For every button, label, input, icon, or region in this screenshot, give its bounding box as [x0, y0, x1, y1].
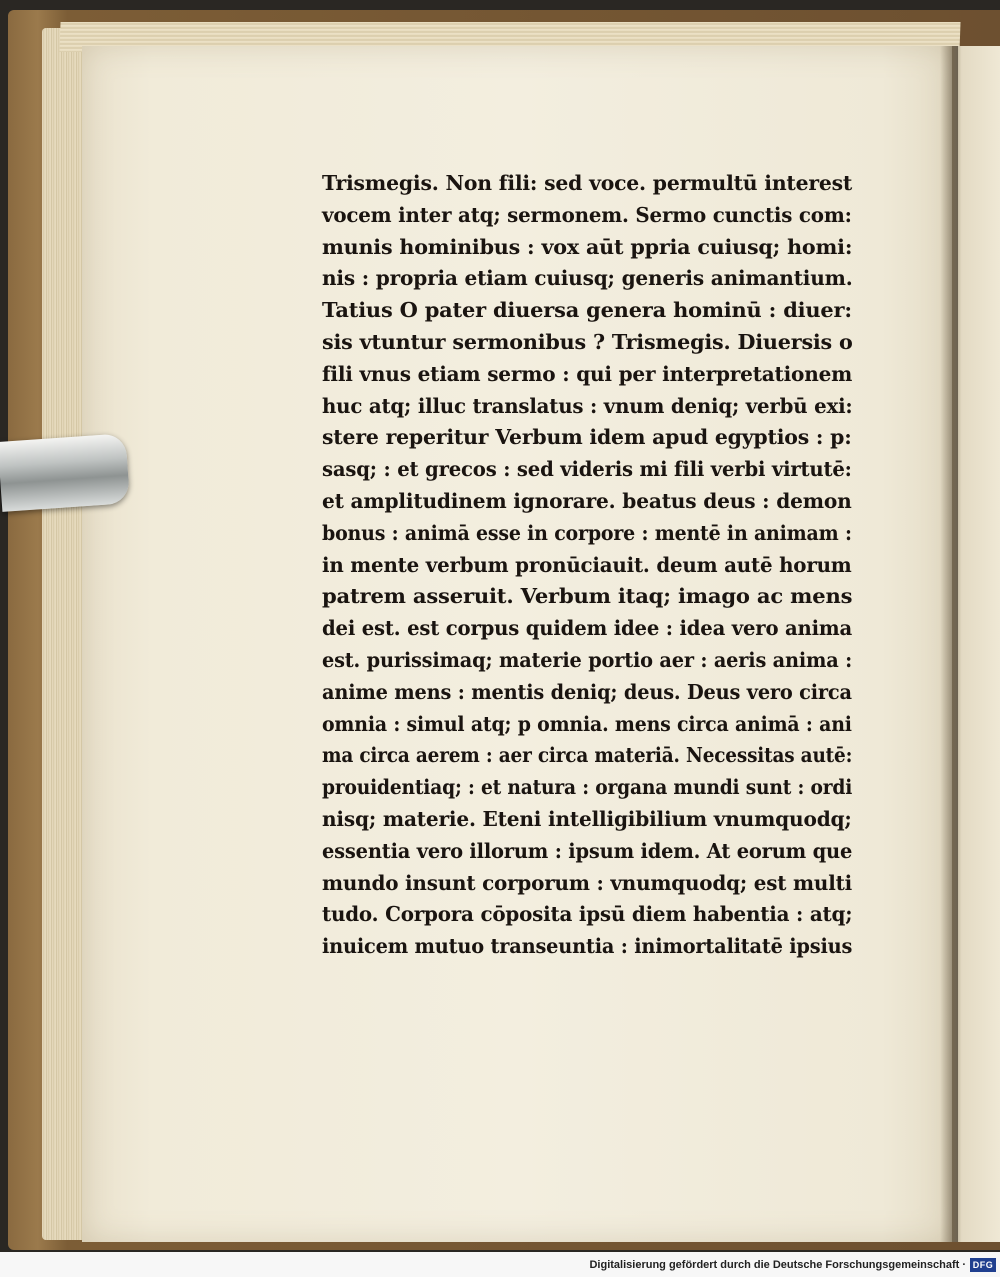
text-line: huc atq; illuc translatus : vnum deniq; verbū exi: — [322, 393, 853, 418]
dfg-logo: DFG — [970, 1258, 996, 1272]
text-line: tudo. Corpora cōposita ipsū diem habentia : atq; — [322, 902, 853, 927]
text-line: est. purissimaq; materie portio aer : aeris anima : — [322, 647, 853, 672]
glass-page-weight — [0, 433, 130, 512]
text-line: bonus : animā esse in corpore : mentē in animam : — [322, 520, 852, 545]
text-line: Tatius O pater diuersa genera hominū : diuer: — [322, 298, 852, 323]
facing-page — [952, 46, 1000, 1242]
text-line: in mente verbum pronūciauit. deum autē horum — [322, 552, 852, 577]
text-line: nis : propria etiam cuiusq; generis animantium. — [322, 266, 853, 291]
text-line: Trismegis. Non fili: sed voce. permultū interest — [322, 171, 853, 195]
text-line: anime mens : mentis deniq; deus. Deus vero circa — [322, 679, 852, 704]
text-line: ma circa aerem : aer circa materiā. Necessitas autē: — [322, 743, 853, 768]
text-line: munis hominibus : vox aūt ppria cuiusq; homi: — [322, 234, 853, 259]
text-line: omnia : simul atq; p omnia. mens circa animā : ani — [322, 711, 852, 736]
text-line: essentia vero illorum : ipsum idem. At eorum que — [322, 838, 853, 863]
text-line: sasq; : et grecos : sed videris mi fili verbi virtutē: — [322, 457, 852, 482]
text-line: mundo insunt corporum : vnumquodq; est multi — [322, 870, 852, 895]
text-block — [322, 168, 852, 963]
text-line: patrem asseruit. Verbum itaq; imago ac mens — [322, 584, 853, 609]
text-line: prouidentiaq; : et natura : organa mundi sunt : ordi — [322, 775, 853, 800]
funding-credit: Digitalisierung gefördert durch die Deutsche Forschungsgemeinschaft · — [589, 1259, 966, 1271]
gutter-shadow — [940, 46, 958, 1242]
text-line: stere reperitur Verbum idem apud egyptios : p: — [322, 425, 852, 450]
text-line: vocem inter atq; sermonem. Sermo cunctis com: — [322, 202, 852, 227]
text-line: dei est. est corpus quidem idee : idea vero anima — [322, 616, 853, 641]
text-line: inuicem mutuo transeuntia : inimortalitatē ipsius — [322, 934, 853, 959]
text-line: et amplitudinem ignorare. beatus deus : demon — [322, 488, 852, 513]
text-line: sis vtuntur sermonibus ? Trismegis. Diuersis o — [322, 329, 853, 354]
text-line: nisq; materie. Eteni intelligibilium vnumquodq; — [322, 806, 852, 831]
text-line: fili vnus etiam sermo : qui per interpretationem — [322, 361, 853, 386]
